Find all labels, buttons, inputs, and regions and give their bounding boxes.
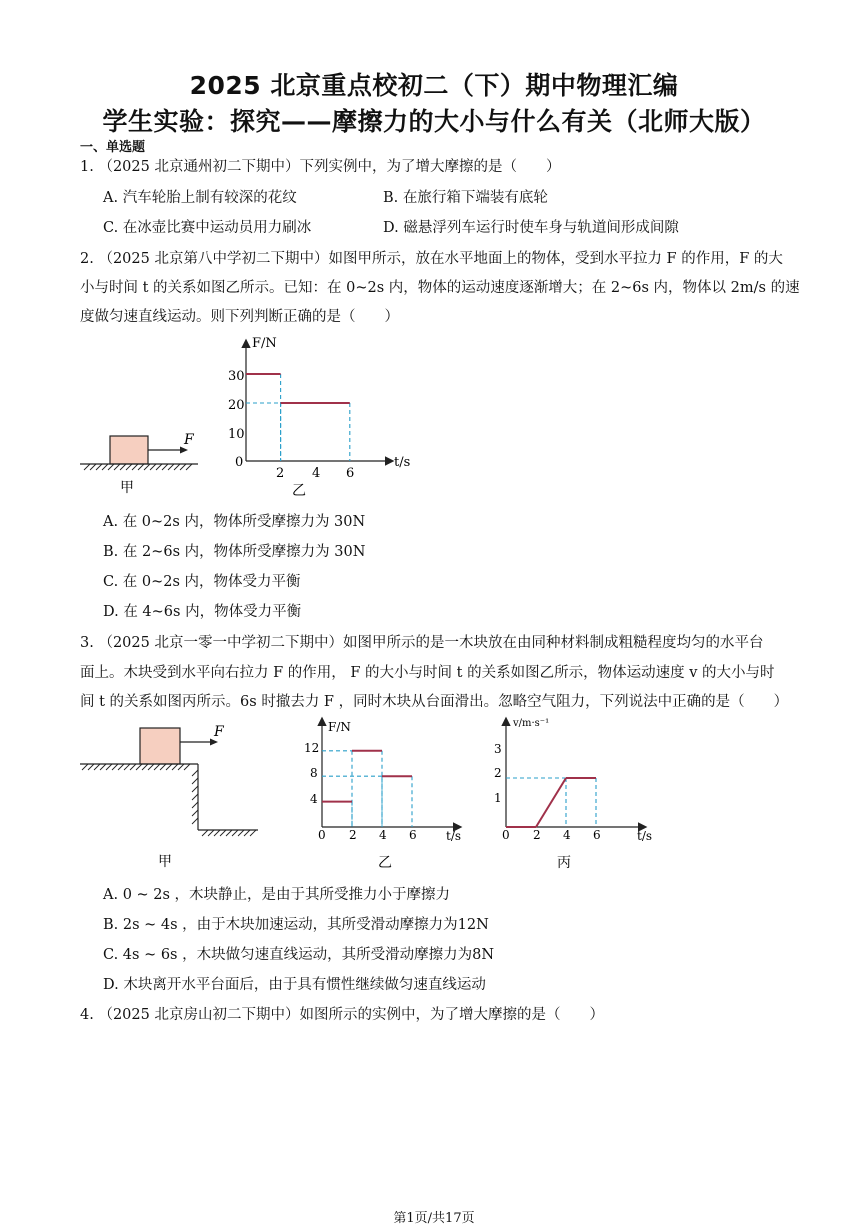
chart-series-group	[246, 374, 350, 461]
x-tick-6: 6	[346, 466, 355, 481]
ground-hatch	[84, 464, 192, 470]
question-1-stem: 1. （2025 北京通州初二下期中）下列实例中，为了增大摩擦的是（ ）	[80, 159, 561, 175]
x-tick-4: 4	[312, 466, 321, 481]
page-subtitle: 学生实验：探究——摩擦力的大小与什么有关（北师大版）	[102, 107, 766, 136]
y-tick-20: 20	[228, 398, 245, 413]
x-tick-0: 0	[502, 828, 510, 842]
y-tick-10: 10	[228, 427, 245, 442]
y-tick-1: 1	[494, 791, 502, 805]
x-axis-label: t/s	[394, 455, 411, 470]
x-tick-4: 4	[379, 828, 387, 842]
question-3-stem-line-3: 间 t 的关系如图丙所示。6s 时撤去力 F ，同时木块从台面滑出。忽略空气阻力，下列说法中正确的是（ ）	[80, 694, 789, 710]
question-2-chart-f-t	[222, 335, 422, 500]
force-label: F	[214, 724, 224, 740]
question-1-option-c: C. 在冰壶比赛中运动员用力刷冰	[103, 220, 312, 236]
question-2-figure-jia	[80, 425, 205, 500]
x-tick-2: 2	[349, 828, 357, 842]
figure-label-yi: 乙	[292, 483, 306, 499]
x-tick-6: 6	[593, 828, 601, 842]
y-tick-30: 30	[228, 369, 245, 384]
figure-label-yi: 乙	[378, 855, 392, 871]
x-tick-2: 2	[533, 828, 541, 842]
question-2-option-d: D. 在 4~6s 内，物体受力平衡	[103, 604, 302, 620]
figure-label-bing: 丙	[557, 855, 571, 871]
question-3-stem-line-2: 面上。木块受到水平向右拉力 F 的作用， F 的大小与时间 t 的关系如图乙所示，物体运动速度 v 的大小与时	[80, 665, 775, 681]
question-3-option-c: C. 4s ~ 6s ，木块做匀速直线运动，其所受滑动摩擦力为8N	[103, 947, 495, 963]
x-axis-label: t/s	[637, 829, 653, 843]
y-tick-0: 0	[235, 455, 244, 470]
y-axis-label: F/N	[252, 336, 277, 351]
y-axis-label: v/m·s⁻¹	[513, 718, 550, 729]
page-footer: 第1页/共17页	[393, 1211, 475, 1226]
y-axis-label: F/N	[328, 720, 351, 734]
force-label: F	[184, 432, 194, 448]
question-1-option-b: B. 在旅行箱下端装有底轮	[383, 190, 548, 206]
y-tick-12: 12	[304, 741, 320, 755]
question-3-chart-v-t	[485, 712, 665, 875]
question-1-option-d: D. 磁悬浮列车运行时使车身与轨道间形成间隙	[383, 220, 679, 236]
question-4-stem: 4. （2025 北京房山初二下期中）如图所示的实例中，为了增大摩擦的是（ ）	[80, 1007, 604, 1023]
chart-series-group	[322, 751, 412, 827]
question-2-option-b: B. 在 2~6s 内，物体所受摩擦力为 30N	[103, 544, 366, 560]
x-tick-2: 2	[276, 466, 285, 481]
x-tick-0: 0	[318, 828, 326, 842]
question-2-option-a: A. 在 0~2s 内，物体所受摩擦力为 30N	[103, 514, 366, 530]
x-tick-6: 6	[409, 828, 417, 842]
chart-series-group	[506, 778, 596, 827]
question-3-option-d: D. 木块离开水平台面后，由于具有惯性继续做匀速直线运动	[103, 977, 486, 993]
question-3-stem-line-1: 3. （2025 北京一零一中学初二下期中）如图甲所示的是一木块放在由同种材料制成粗糙程度均匀的水平台	[80, 635, 764, 651]
figure-label-jia: 甲	[158, 854, 172, 870]
question-3-option-a: A. 0 ~ 2s ，木块静止，是由于其所受推力小于摩擦力	[103, 887, 451, 903]
figure-label-jia: 甲	[120, 480, 134, 496]
x-axis-label: t/s	[446, 829, 462, 843]
question-1-option-a: A. 汽车轮胎上制有较深的花纹	[103, 190, 297, 206]
block-shape	[140, 728, 180, 764]
section-heading: 一、单选题	[80, 140, 146, 155]
question-3-chart-f-t	[300, 715, 470, 875]
question-2-stem-line-2: 小与时间 t 的关系如图乙所示。已知：在 0~2s 内，物体的运动速度逐渐增大；在 2~6s 内，物体以 2m/s 的速	[80, 280, 800, 296]
table-hatch	[82, 764, 256, 836]
page-title: 2025 北京重点校初二（下）期中物理汇编	[189, 71, 679, 100]
question-3-figure-jia	[80, 722, 270, 872]
question-3-option-b: B. 2s ~ 4s ，由于木块加速运动，其所受滑动摩擦力为12N	[103, 917, 489, 933]
question-2-option-c: C. 在 0~2s 内，物体受力平衡	[103, 574, 301, 590]
y-tick-2: 2	[494, 766, 502, 780]
block-shape	[110, 436, 148, 464]
question-2-stem-line-1: 2. （2025 北京第八中学初二下期中）如图甲所示，放在水平地面上的物体，受到水平拉力 F 的作用，F 的大	[80, 251, 783, 267]
series-segment	[536, 778, 566, 827]
y-tick-3: 3	[494, 742, 502, 756]
y-tick-8: 8	[310, 766, 318, 780]
question-2-stem-line-3: 度做匀速直线运动。则下列判断正确的是（ ）	[80, 309, 399, 325]
y-tick-4: 4	[310, 792, 318, 806]
x-tick-4: 4	[563, 828, 571, 842]
